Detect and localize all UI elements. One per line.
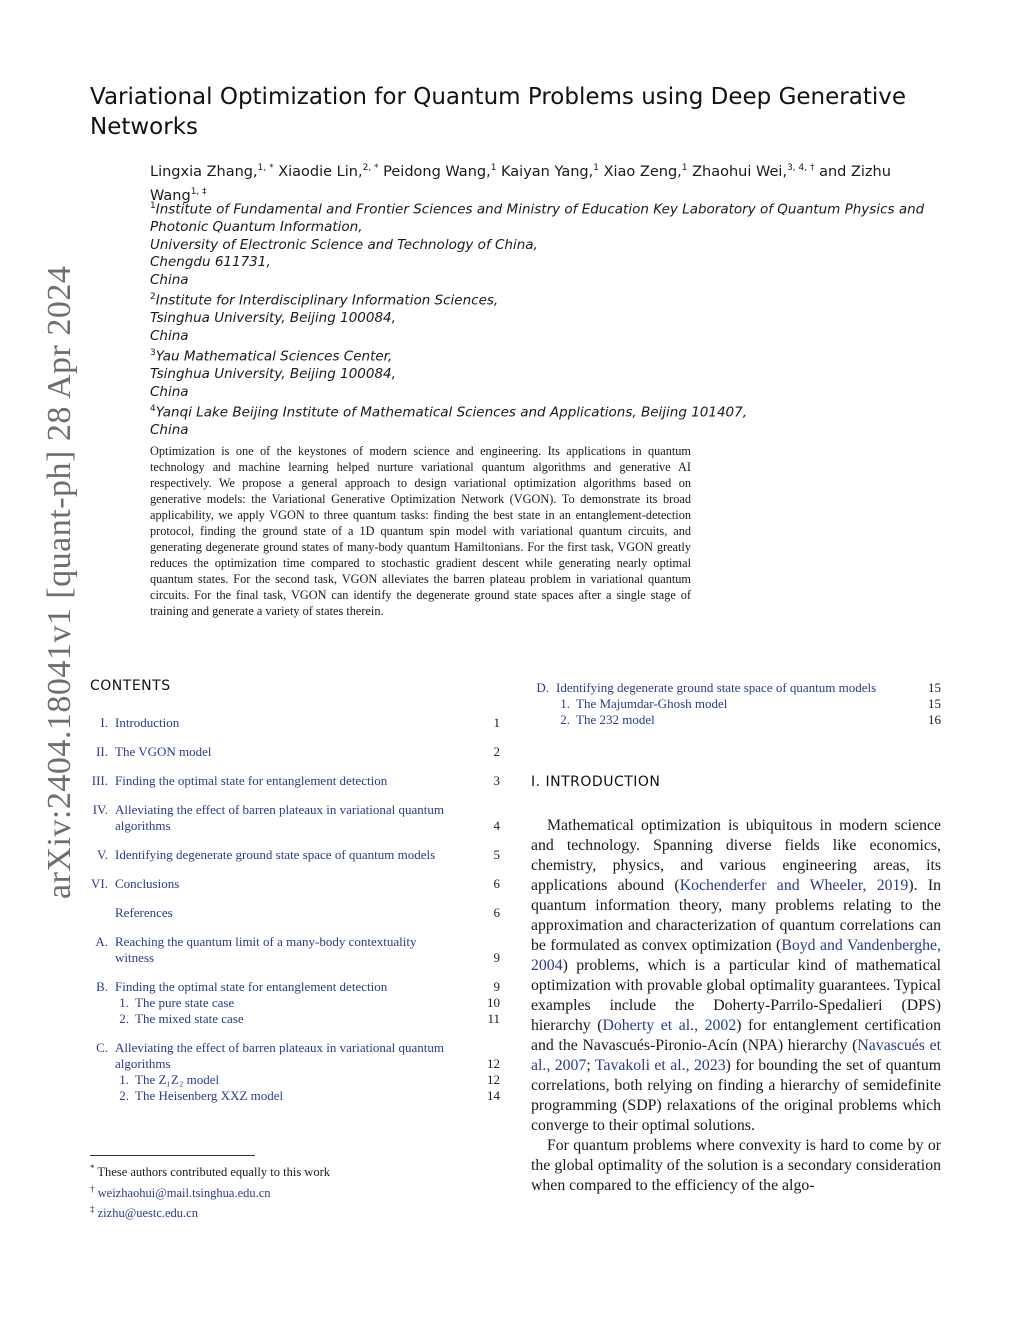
toc-entry-label[interactable]: [135, 1011, 460, 1027]
toc-entry-label-line[interactable]: The VGON model: [115, 744, 212, 759]
toc-entry-label-line[interactable]: witness: [115, 950, 154, 965]
affiliation-number: 1: [150, 201, 156, 211]
author-affiliation-mark: 2, *: [362, 163, 379, 173]
toc-entry-page: 15: [928, 696, 941, 711]
citation-link[interactable]: Boyd and Vandenberghe, 2004: [531, 937, 941, 974]
toc-entry-number: II.: [96, 744, 108, 759]
author-name: and Zizhu Wang: [150, 163, 891, 204]
footnote: [90, 1160, 510, 1181]
affiliation-text: Institute for Interdisciplinary Information Sciences,: [155, 292, 499, 309]
toc-entry-number: D.: [536, 680, 549, 695]
affiliation-text: Tsinghua University, Beijing 100084,: [150, 366, 396, 382]
paper-title: Variational Optimization for Quantum Problems using Deep Generative Networks: [90, 84, 906, 140]
body-text-run: ). In quantum information theory, many problems relating to the approximation and characterization of quantum correlations can be formulated as convex optimization (: [531, 877, 941, 954]
body-paragraph: [531, 816, 941, 1136]
body-text-run: Mathematical optimization is ubiquitous in modern science and technology. Spanning diverse fields like economics, chemistry, physics, and various engineering areas, its applications abound (: [531, 817, 941, 894]
toc-entry-label[interactable]: [115, 715, 460, 731]
footnote: [90, 1201, 510, 1222]
toc-entry[interactable]: [90, 1011, 500, 1027]
introduction-body: [531, 816, 941, 1196]
toc-entry-number: 1.: [119, 995, 129, 1010]
toc-entry[interactable]: [531, 696, 941, 712]
toc-entry-number: I.: [100, 715, 108, 730]
affiliation-text: Tsinghua University, Beijing 100084,: [150, 310, 396, 326]
toc-entry-label-line[interactable]: The Majumdar-Ghosh model: [576, 696, 728, 711]
toc-entry-label[interactable]: [576, 712, 901, 728]
footnote: [90, 1181, 510, 1202]
toc-entry[interactable]: [90, 802, 500, 834]
citation-link[interactable]: Navascués et al., 2007: [531, 1037, 941, 1074]
toc-entry-number: VI.: [91, 876, 108, 891]
affiliation-line: [150, 384, 920, 402]
toc-entry-page: 11: [487, 1011, 500, 1026]
footnote-text: These authors contributed equally to this work: [97, 1165, 330, 1180]
toc-entry-label-line[interactable]: algorithms: [115, 818, 171, 833]
body-text-run: For quantum problems where convexity is hard to come by or the global optimality of the solution is a secondary consideration when compared to the efficiency of the algo-: [531, 1137, 941, 1194]
toc-entry-label-line[interactable]: Conclusions: [115, 876, 180, 891]
affiliation-text: China: [150, 327, 189, 344]
toc-entry-number: 1.: [119, 1072, 129, 1087]
toc-entry-label-line[interactable]: The Heisenberg XXZ model: [135, 1088, 284, 1103]
toc-entry-number: 2.: [119, 1011, 129, 1026]
author-name: Peidong Wang,: [383, 163, 491, 180]
affiliation-line: [150, 366, 920, 384]
toc-entry[interactable]: [90, 979, 500, 995]
toc-entry-page: 6: [493, 905, 500, 920]
citation-link[interactable]: Doherty et al., 2002: [602, 1017, 737, 1034]
author-name: Lingxia Zhang,: [150, 163, 258, 180]
affiliation-text: China: [150, 383, 189, 400]
toc-entry-number: 2.: [119, 1088, 129, 1103]
affiliation-line: [150, 289, 920, 310]
affiliation-line: [150, 272, 920, 290]
toc-entry-label-line[interactable]: Identifying degenerate ground state space of quantum models: [556, 680, 877, 695]
affiliation-line: [150, 328, 920, 346]
affiliation-text: Photonic Quantum Information,: [150, 219, 363, 235]
arxiv-side-stamp: arXiv:2404.18041v1 [quant-ph] 28 Apr 2024: [41, 265, 78, 899]
toc-entry[interactable]: [90, 876, 500, 892]
author-affiliation-mark: 1: [490, 163, 497, 173]
author-affiliation-mark: 1: [681, 163, 688, 173]
toc-entry-label-line[interactable]: Finding the optimal state for entanglement detection: [115, 773, 388, 788]
affiliation-text: China: [150, 422, 189, 438]
toc-entry-label[interactable]: [115, 802, 460, 834]
footnote-mark: ‡: [90, 1204, 95, 1215]
toc-entry-number: 1.: [560, 696, 570, 711]
toc-entry-page: 15: [928, 680, 941, 695]
affiliation-text: China: [150, 271, 189, 288]
contents-heading: CONTENTS: [90, 678, 171, 694]
author-name: Kaiyan Yang,: [501, 163, 594, 180]
toc-entry-page: 16: [928, 712, 941, 727]
footnote-email-link[interactable]: zizhu@uestc.edu.cn: [97, 1206, 198, 1221]
affiliation-number: 4: [150, 404, 156, 414]
toc-entry-label[interactable]: [115, 1040, 460, 1072]
body-text-run: ;: [586, 1057, 595, 1074]
toc-entry[interactable]: [90, 715, 500, 731]
toc-entry-label[interactable]: [135, 995, 460, 1011]
toc-entry-label[interactable]: [115, 979, 460, 995]
toc-entry-label[interactable]: [115, 876, 460, 892]
toc-entry-page: 12: [487, 1056, 500, 1071]
toc-entry-label-line[interactable]: The 232 model: [576, 712, 655, 727]
toc-entry-page: 9: [493, 979, 500, 994]
toc-entry-label[interactable]: [556, 680, 901, 696]
toc-entry-label-line[interactable]: Finding the optimal state for entanglement detection: [115, 979, 388, 994]
toc-entry-page: 6: [493, 876, 500, 891]
footnote-mark: *: [90, 1163, 95, 1173]
toc-entry-number: III.: [91, 773, 108, 788]
toc-entry[interactable]: [90, 1040, 500, 1072]
author-name: Xiao Zeng,: [603, 163, 682, 180]
toc-entry-number: B.: [96, 979, 108, 994]
toc-entry-page: 3: [493, 773, 500, 788]
toc-entry-label-line[interactable]: Identifying degenerate ground state space of quantum models: [115, 847, 436, 862]
toc-entry-label[interactable]: [115, 773, 460, 789]
toc-entry-label-line[interactable]: Reaching the quantum limit of a many-body contextuality: [115, 934, 417, 949]
toc-entry-label[interactable]: [135, 1072, 460, 1088]
footnote-email-link[interactable]: weizhaohui@mail.tsinghua.edu.cn: [97, 1185, 271, 1200]
affiliation-list: [150, 198, 925, 440]
author-affiliation-mark: 1: [593, 163, 599, 173]
affiliation-line: [150, 310, 920, 328]
affiliation-text: Chengdu 611731,: [150, 254, 271, 270]
toc-entry-label[interactable]: [115, 744, 460, 760]
affiliation-line: [150, 237, 920, 255]
toc-entry[interactable]: [90, 1072, 500, 1088]
introduction-heading: I. INTRODUCTION: [531, 774, 661, 790]
toc-entry-page: 10: [487, 995, 500, 1010]
toc-entry-label[interactable]: [115, 934, 460, 966]
affiliation-text: Yau Mathematical Sciences Center,: [155, 348, 393, 365]
toc-entry[interactable]: [90, 773, 500, 789]
toc-entry-label[interactable]: [115, 847, 460, 863]
affiliation-text: University of Electronic Science and Technology of China,: [150, 236, 538, 253]
toc-entry-page: 12: [487, 1072, 500, 1087]
author-name: Xiaodie Lin,: [278, 163, 363, 180]
affiliation: [150, 289, 920, 345]
toc-entry[interactable]: [531, 680, 941, 696]
affiliation-line: [150, 345, 920, 366]
toc-entry-page: 1: [493, 715, 500, 730]
affiliation: [150, 198, 925, 289]
toc-entry-label-line[interactable]: Introduction: [115, 715, 180, 730]
affiliation: [150, 345, 920, 401]
toc-entry-number: V.: [97, 847, 108, 862]
body-text-run: ) problems, which is a particular kind of mathematical optimization with provable global optimality guarantees. Typical examples include the Doherty-Parrilo-Spedalieri (DPS) hierarchy (: [531, 957, 941, 1034]
author-affiliation-mark: 1, ‡: [190, 186, 207, 197]
toc-entry[interactable]: [90, 1088, 500, 1104]
toc-entry-number: A.: [95, 934, 108, 949]
citation-link[interactable]: Kochenderfer and Wheeler, 2019: [679, 877, 909, 894]
toc-entry-page: 4: [493, 818, 500, 833]
toc-entry-label[interactable]: [115, 905, 460, 921]
affiliation-text: Institute of Fundamental and Frontier Sciences and Ministry of Education Key Laboratory of Quantum Physics and: [155, 201, 925, 218]
toc-entry[interactable]: [90, 995, 500, 1011]
body-text-run: ) for bounding the set of quantum correlations, both relying on finding a hierarchy of semidefinite programming (SDP) relaxations of the original problems which converge to their optimal solutions.: [531, 1057, 941, 1134]
toc-entry-number: C.: [96, 1040, 108, 1055]
toc-entry-page: 2: [493, 744, 500, 759]
body-paragraph: [531, 1136, 941, 1196]
affiliation-line: [150, 254, 920, 272]
toc-entry[interactable]: [90, 744, 500, 760]
toc-entry-label-line[interactable]: Alleviating the effect of barren plateaux in variational quantum: [115, 802, 444, 817]
toc-entry-label-line[interactable]: The pure state case: [135, 995, 235, 1010]
footnote-mark: †: [90, 1183, 95, 1194]
toc-entry-number: IV.: [92, 802, 108, 817]
affiliation-number: 3: [150, 348, 156, 358]
affiliation-text: Yanqi Lake Beijing Institute of Mathematical Sciences and Applications, Beijing 101407,: [155, 404, 748, 421]
citation-link[interactable]: Tavakoli et al., 2023: [594, 1057, 726, 1074]
toc-entry-label[interactable]: [135, 1088, 460, 1104]
toc-entry-page: 5: [493, 847, 500, 862]
toc-entry-number: 2.: [560, 712, 570, 727]
toc-entry-label-line[interactable]: algorithms: [115, 1056, 171, 1071]
footnotes: [90, 1160, 510, 1222]
author-affiliation-mark: 3, 4, †: [787, 163, 815, 173]
toc-entry-label-line[interactable]: References: [115, 905, 173, 920]
toc-entry[interactable]: [531, 712, 941, 728]
affiliation: [150, 401, 920, 440]
affiliation-line: [150, 219, 920, 237]
affiliation-line: [150, 401, 920, 422]
toc-entry-label-line[interactable]: The Z₁Z₂ model: [135, 1072, 220, 1087]
affiliation-line: [150, 198, 925, 219]
author-name: Zhaohui Wei,: [692, 163, 788, 180]
toc-entry[interactable]: [90, 905, 500, 921]
toc-entry[interactable]: [90, 934, 500, 966]
toc-entry-label[interactable]: [576, 696, 901, 712]
toc-entry-label-line[interactable]: Alleviating the effect of barren plateaux in variational quantum: [115, 1040, 444, 1055]
body-text-run: ) for entanglement certification and the Navascués-Pironio-Acín (NPA) hierarchy (: [531, 1017, 941, 1054]
toc-entry-page: 14: [487, 1088, 500, 1103]
abstract: Optimization is one of the keystones of modern science and engineering. Its applications in quantum technology and machine learning helped nurture variational quantum algorithms and generative AI respectively. We propose a general approach to design variational optimization algorithms based on generative models: the Variational Generative Optimization Network (VGON). To demonstrate its broad applicability, we apply VGON to three quantum tasks: finding the best state in an entanglement-detection protocol, finding the ground state of a 1D quantum spin model with variational quantum circuits, and generating degenerate ground states of many-body quantum Hamiltonians. For the first task, VGON greatly reduces the optimization time compared to stochastic gradient descent while generating nearly optimal quantum states. For the second task, VGON alleviates the barren plateau problem in variational quantum circuits. For the final task, VGON can identify the degenerate ground state spaces after a single stage of training and generate a variety of states therein.: [150, 444, 691, 618]
toc-entry[interactable]: [90, 847, 500, 863]
footnote-rule: [90, 1155, 255, 1156]
affiliation-number: 2: [150, 292, 156, 302]
affiliation-line: [150, 422, 920, 440]
author-affiliation-mark: 1, *: [257, 163, 274, 173]
toc-entry-page: 9: [493, 950, 500, 965]
toc-entry-label-line[interactable]: The mixed state case: [135, 1011, 244, 1026]
